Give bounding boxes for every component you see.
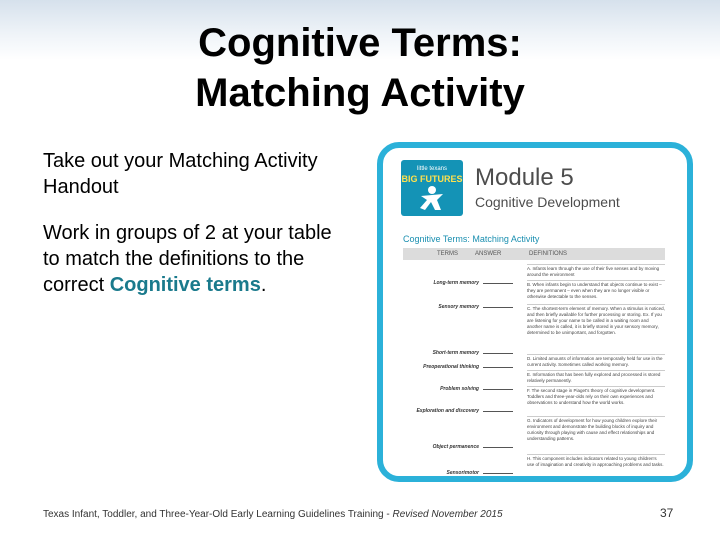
page-number: 37 [660, 506, 674, 520]
module-title: Module 5 [475, 164, 574, 191]
title-line-1: Cognitive Terms: [198, 21, 522, 65]
term-label: Sensory memory [438, 304, 479, 310]
logo-brand-text: BIG FUTURES [401, 174, 463, 184]
instruction-2-suffix: . [260, 274, 267, 296]
definition-item: H. This component includes indicators related to young children's use of imagination and creativity in approaching problems and tasks. [527, 456, 664, 467]
title-line-2: Matching Activity [195, 71, 525, 115]
term-label: Problem solving [440, 386, 479, 392]
definition-item: G. Indicators of development for how young children explore their environment and demonstrate the building blocks of inquiry and curiosity through playing with cause and effect relationships and understanding patterns. [527, 416, 665, 442]
handout-image [377, 142, 693, 482]
slide-body [43, 148, 343, 318]
definition-item: E. Information that has been fully explored and processed is stored relatively permanently. [527, 370, 665, 384]
term-row [403, 386, 513, 392]
instruction-2 [43, 220, 343, 298]
instruction-1: Take out your Matching Activity Handout [43, 150, 318, 198]
handout-section-title: Cognitive Terms: Matching Activity [403, 234, 540, 244]
col-definitions: DEFINITIONS [529, 251, 568, 257]
definition-item: A. Infants learn through the use of their five senses and by moving around the environment [527, 264, 665, 278]
definition-item: C. The shortest-term element of memory. When a stimulus is noticed, and then briefly available for further processing or storing. Ex. If you are listening for your name to be called in a waiting room and another name is called, it is briefly stored in your sensory memory, determined to be unimportant, and forgotten. [527, 306, 665, 335]
slide-footer [43, 509, 503, 520]
definition-item: B. When infants begin to understand that objects continue to exist – they are permanent – even when they are no longer visible or otherwise detectable to the senses. [527, 280, 665, 300]
footer-text: Texas Infant, Toddler, and Three-Year-Old Early Learning Guidelines Training - [43, 509, 393, 520]
col-answer: ANSWER [475, 251, 502, 257]
term-label: Sensorimotor [446, 470, 479, 476]
logo-top-text: little texans [416, 166, 447, 172]
child-figure-icon [415, 184, 449, 212]
module-subtitle: Cognitive Development [475, 194, 620, 210]
definition-item: D. Limited amounts of information are temporarily held for use in the current activity. Sometimes called working memory. [527, 354, 665, 368]
term-label: Preoperational thinking [423, 364, 479, 370]
term-label: Long-term memory [433, 280, 479, 286]
term-row [403, 280, 513, 286]
term-row [403, 444, 513, 450]
term-row [403, 304, 513, 310]
footer-revision: Revised November 2015 [392, 509, 503, 520]
term-label: Object permanence [432, 444, 479, 450]
little-texans-logo [401, 160, 463, 216]
term-row [403, 470, 513, 476]
handout-page [395, 154, 675, 480]
term-row [403, 350, 513, 356]
term-row [403, 364, 513, 370]
col-terms: TERMS [437, 251, 458, 257]
term-row [403, 408, 513, 414]
definition-item: F. The second stage in Piaget's theory of cognitive development. Toddlers and three-year-olds rely on their own experiences and observations to understand how the world works. [527, 386, 665, 406]
term-label: Exploration and discovery [416, 408, 479, 414]
instruction-2-text: Work in groups of 2 at your table to match the definitions to the correct [43, 222, 332, 296]
cognitive-terms-highlight: Cognitive terms [109, 274, 261, 296]
slide-title [90, 18, 630, 118]
handout-column-header [403, 248, 665, 260]
term-label: Short-term memory [432, 350, 479, 356]
